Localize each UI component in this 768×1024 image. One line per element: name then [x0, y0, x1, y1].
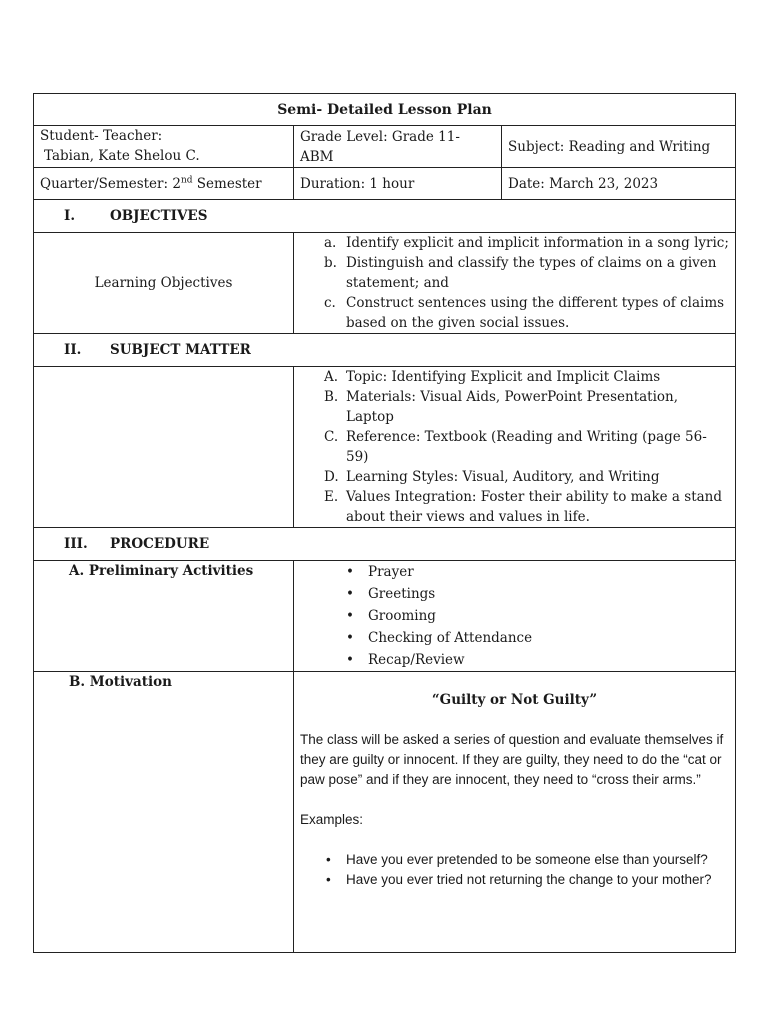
section-number: III. — [64, 536, 88, 552]
section-number: I. — [64, 208, 76, 224]
section-heading: PROCEDURE — [110, 536, 210, 552]
preliminary-label: A. Preliminary Activities — [69, 563, 254, 579]
motivation-label-cell — [34, 672, 294, 953]
list-item: c. Construct sentences using the different types of claims based on the given social issues. — [324, 295, 725, 331]
list-item: D. Learning Styles: Visual, Auditory, and Writing — [324, 469, 660, 485]
section-heading: SUBJECT MATTER — [110, 342, 251, 358]
list-item: • Recap/Review — [300, 649, 729, 671]
list-item: • Greetings — [300, 583, 729, 605]
motivation-row — [34, 672, 736, 953]
grade-level: Grade Level: Grade 11- ABM — [294, 126, 502, 168]
section-procedure — [34, 528, 736, 561]
examples-label: Examples: — [300, 812, 364, 827]
list-item: A. Topic: Identifying Explicit and Implicit Claims — [324, 369, 661, 385]
student-teacher-cell — [34, 126, 294, 168]
subject-matter-list — [300, 367, 729, 527]
preliminary-label-cell — [34, 561, 294, 672]
list-item: • Have you ever tried not returning the change to your mother? — [300, 870, 729, 890]
preliminary-list — [300, 561, 729, 671]
motivation-activity-title: “Guilty or Not Guilty” — [431, 692, 598, 708]
list-item: E. Values Integration: Foster their ability to make a stand about their views and values in life. — [324, 489, 723, 525]
subject-matter-row — [34, 367, 736, 528]
list-item: C. Reference: Textbook (Reading and Writing (page 56-59) — [324, 429, 707, 465]
preliminary-row — [34, 561, 736, 672]
list-item: • Prayer — [300, 561, 729, 583]
learning-objectives-row — [34, 233, 736, 334]
list-item: a. Identify explicit and implicit information in a song lyric; — [324, 235, 729, 251]
document-title: Semi- Detailed Lesson Plan — [34, 94, 736, 126]
motivation-paragraph: The class will be asked a series of question and evaluate themselves if they are guilty or innocent. If they are guilty, they need to do the “cat or paw pose” and if they are innocent, they need to “cross their arms.” — [300, 732, 724, 787]
info-row-1 — [34, 126, 736, 168]
learning-objectives-label: Learning Objectives — [34, 233, 294, 334]
learning-objectives-list-cell — [294, 233, 736, 334]
lesson-plan-table — [33, 93, 736, 953]
motivation-content-cell — [294, 672, 736, 953]
list-item: B. Materials: Visual Aids, PowerPoint Presentation, Laptop — [324, 389, 679, 425]
duration: Duration: 1 hour — [294, 168, 502, 200]
student-teacher-label: Student- Teacher: — [40, 128, 163, 144]
list-item: b. Distinguish and classify the types of claims on a given statement; and — [324, 255, 717, 291]
list-item: • Grooming — [300, 605, 729, 627]
quarter-semester: Quarter/Semester: 2nd Semester — [34, 168, 294, 200]
section-objectives — [34, 200, 736, 233]
info-row-2 — [34, 168, 736, 200]
list-item: • Checking of Attendance — [300, 627, 729, 649]
section-heading: OBJECTIVES — [110, 208, 208, 224]
subject-matter-list-cell — [294, 367, 736, 528]
list-item: • Have you ever pretended to be someone else than yourself? — [300, 850, 729, 870]
title-row — [34, 94, 736, 126]
section-subject-matter — [34, 334, 736, 367]
examples-list — [300, 850, 729, 890]
learning-objectives-list — [300, 233, 729, 333]
subject: Subject: Reading and Writing — [502, 126, 736, 168]
section-number: II. — [64, 342, 82, 358]
student-teacher-name: Tabian, Kate Shelou C. — [44, 148, 200, 164]
date: Date: March 23, 2023 — [502, 168, 736, 200]
empty-cell — [34, 367, 294, 528]
motivation-label: B. Motivation — [69, 674, 172, 690]
preliminary-list-cell — [294, 561, 736, 672]
